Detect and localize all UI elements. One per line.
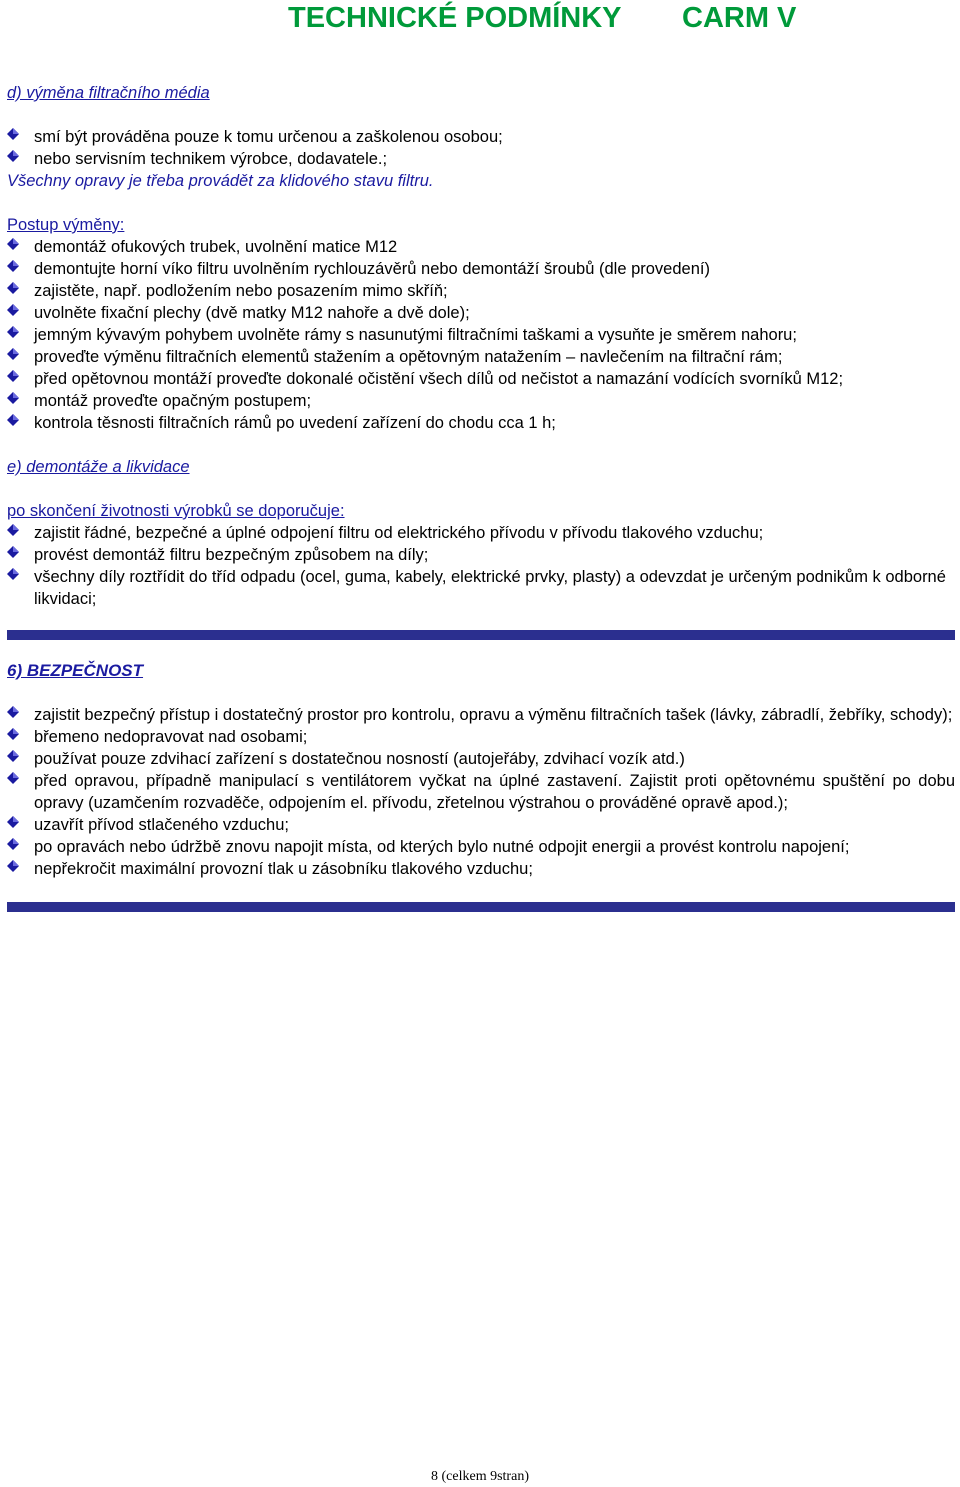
diamond-bullet-icon	[7, 546, 19, 558]
list-item	[7, 814, 955, 836]
diamond-bullet-icon	[7, 750, 19, 762]
list-item	[7, 148, 955, 170]
diamond-bullet-icon	[7, 238, 19, 250]
list-item	[7, 522, 955, 544]
diamond-bullet-icon	[7, 772, 19, 784]
page-header	[0, 2, 960, 38]
list-item	[7, 858, 955, 880]
product-model: CARM V	[682, 2, 797, 34]
list-item	[7, 566, 955, 610]
diamond-bullet-icon	[7, 524, 19, 536]
list-item	[7, 748, 955, 770]
diamond-bullet-icon	[7, 348, 19, 360]
list-item-text: břemeno nedopravovat nad osobami;	[34, 728, 308, 746]
section-d-heading: d) výměna filtračního média	[7, 84, 210, 102]
list-item-text: zajistit bezpečný přístup i dostatečný prostor pro kontrolu, opravu a výměnu filtračních tašek (lávky, zábradlí, žebříky, schody);	[34, 706, 953, 724]
diamond-bullet-icon	[7, 260, 19, 272]
list-item-text: po opravách nebo údržbě znovu napojit místa, od kterých bylo nutné odpojit energii a provést kontrolu napojení;	[34, 838, 850, 856]
diamond-bullet-icon	[7, 326, 19, 338]
list-item	[7, 280, 955, 302]
diamond-bullet-icon	[7, 414, 19, 426]
list-item-text: jemným kývavým pohybem uvolněte rámy s nasunutými filtračními taškami a vysuňte je směrem nahoru;	[34, 326, 797, 344]
list-item	[7, 390, 955, 412]
diamond-bullet-icon	[7, 706, 19, 718]
list-item-text: nepřekročit maximální provozní tlak u zásobníku tlakového vzduchu;	[34, 860, 533, 878]
diamond-bullet-icon	[7, 568, 19, 580]
document-title: TECHNICKÉ PODMÍNKY	[288, 2, 622, 34]
section-d-list	[7, 126, 955, 170]
list-item-text: používat pouze zdvihací zařízení s dostatečnou nosností (autojeřáby, zdvihací vozík atd.)	[34, 750, 685, 768]
diamond-bullet-icon	[7, 860, 19, 872]
list-item-text: před opravou, případně manipulací s ventilátorem vyčkat na úplné zastavení. Zajistit proti opětovnému spuštění po dobu opravy (uzamčením rozvaděče, odpojením el. přívodu, zřetelnou výstrahou o prováděné opravě apod.);	[34, 772, 955, 812]
list-item-text: zajistit řádné, bezpečné a úplné odpojení filtru od elektrického přívodu v přívodu tlakového vzduchu;	[34, 524, 764, 542]
section-6-heading: 6) BEZPEČNOST	[7, 661, 144, 680]
list-item-text: demontáž ofukových trubek, uvolnění matice M12	[34, 238, 398, 256]
list-item	[7, 258, 955, 280]
diamond-bullet-icon	[7, 150, 19, 162]
procedure-list	[7, 236, 955, 434]
section-divider	[7, 630, 955, 640]
list-item	[7, 302, 955, 324]
list-item	[7, 726, 955, 748]
list-item	[7, 236, 955, 258]
diamond-bullet-icon	[7, 304, 19, 316]
diamond-bullet-icon	[7, 728, 19, 740]
list-item-text: nebo servisním technikem výrobce, dodavatele.;	[34, 150, 388, 168]
list-item	[7, 126, 955, 148]
diamond-bullet-icon	[7, 392, 19, 404]
diamond-bullet-icon	[7, 128, 19, 140]
list-item-text: zajistěte, např. podložením nebo posazením mimo skříň;	[34, 282, 448, 300]
list-item	[7, 368, 955, 390]
list-item	[7, 544, 955, 566]
procedure-heading: Postup výměny:	[7, 216, 125, 234]
section-e-heading: e) demontáže a likvidace	[7, 458, 190, 476]
diamond-bullet-icon	[7, 838, 19, 850]
list-item-text: uzavřít přívod stlačeného vzduchu;	[34, 816, 289, 834]
list-item-text: smí být prováděna pouze k tomu určenou a zaškolenou osobou;	[34, 128, 503, 146]
list-item	[7, 704, 955, 726]
section-d-note: Všechny opravy je třeba provádět za klidového stavu filtru.	[7, 172, 434, 190]
list-item	[7, 770, 955, 814]
diamond-bullet-icon	[7, 370, 19, 382]
diamond-bullet-icon	[7, 816, 19, 828]
list-item	[7, 836, 955, 858]
diamond-bullet-icon	[7, 282, 19, 294]
list-item-text: všechny díly roztřídit do tříd odpadu (ocel, guma, kabely, elektrické prvky, plasty) a odevzdat je určeným podnikům k odborné likvidaci;	[34, 568, 946, 608]
list-item-text: uvolněte fixační plechy (dvě matky M12 nahoře a dvě dole);	[34, 304, 470, 322]
section-e-list	[7, 522, 955, 610]
list-item-text: demontujte horní víko filtru uvolněním rychlouzávěrů nebo demontáží šroubů (dle provedení)	[34, 260, 710, 278]
list-item	[7, 412, 955, 434]
page-content	[7, 82, 955, 912]
section-6-list	[7, 704, 955, 880]
section-e-subheading: po skončení životnosti výrobků se doporučuje:	[7, 502, 345, 520]
list-item-text: provést demontáž filtru bezpečným způsobem na díly;	[34, 546, 429, 564]
list-item-text: kontrola těsnosti filtračních rámů po uvedení zařízení do chodu cca 1 h;	[34, 414, 556, 432]
list-item	[7, 346, 955, 368]
list-item	[7, 324, 955, 346]
section-divider-bottom	[7, 902, 955, 912]
list-item-text: montáž proveďte opačným postupem;	[34, 392, 312, 410]
page-footer: 8 (celkem 9stran)	[431, 1469, 529, 1484]
list-item-text: před opětovnou montáží proveďte dokonalé očistění všech dílů od nečistot a namazání vodících svorníků M12;	[34, 370, 844, 388]
list-item-text: proveďte výměnu filtračních elementů stažením a opětovným natažením – navlečením na filtrační rám;	[34, 348, 783, 366]
